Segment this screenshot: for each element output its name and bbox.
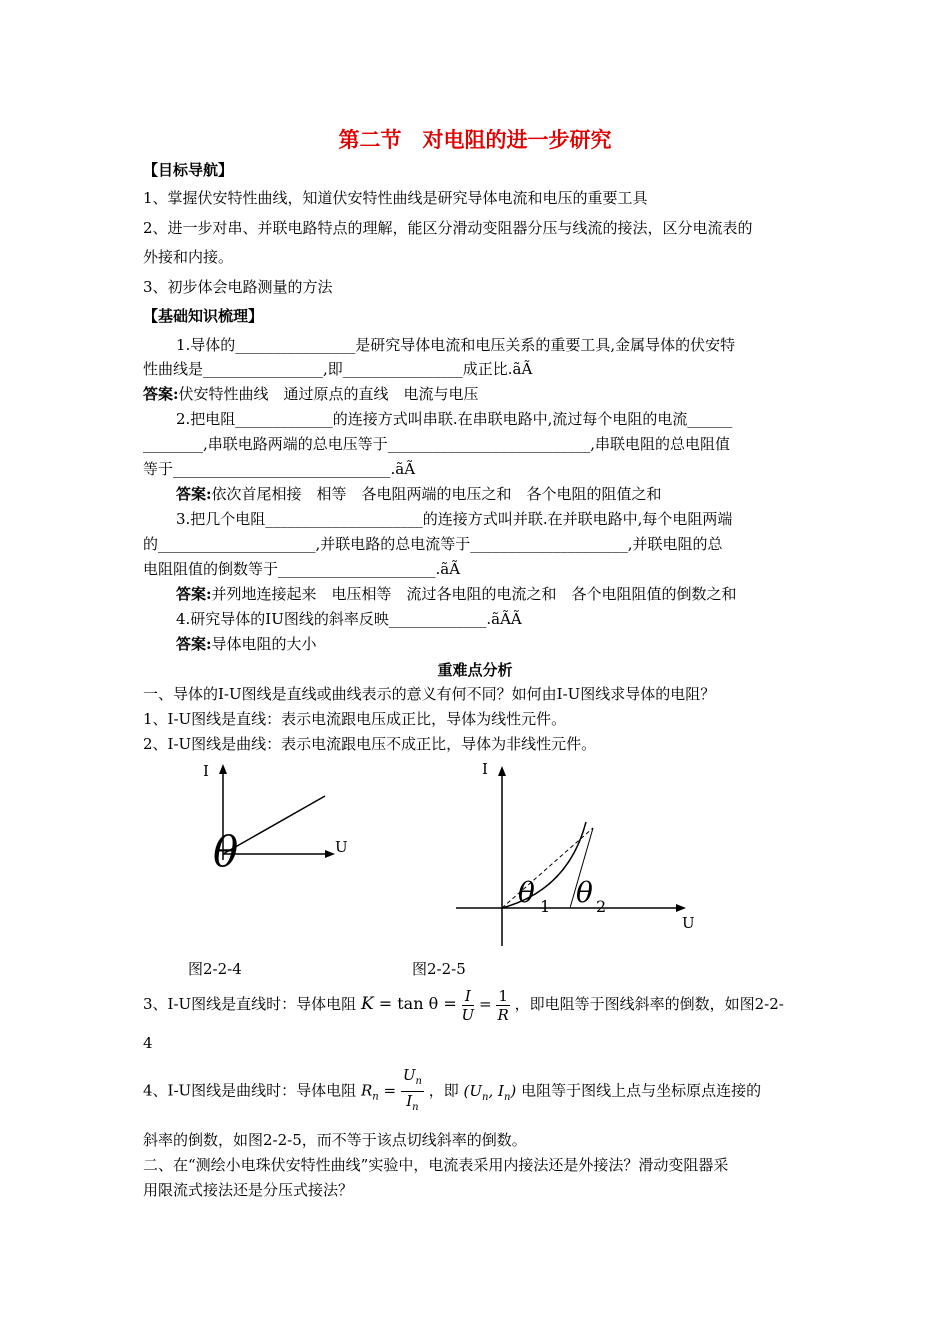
question-2-line-1: 2.把电阻_____________的连接方式叫串联.在串联电路中,流过每个电阻的电流______	[176, 410, 733, 428]
analysis-line-4-tail: 4	[143, 1034, 153, 1052]
question-3-line-1: 3.把几个电阻_____________________的连接方式叫并联.在并联电路中,每个电阻两端	[176, 510, 733, 528]
symbol-k: K	[360, 994, 374, 1014]
fraction-un-over-in	[401, 1066, 424, 1117]
question-2-line-2: ________,串联电路两端的总电压等于___________________________,串联电阻的总电阻值	[143, 435, 731, 453]
goal-line-2-cont: 外接和内接。	[143, 248, 234, 266]
analysis-line-6: 斜率的倒数，如图2-2-5，而不等于该点切线斜率的倒数。	[143, 1131, 527, 1149]
line-4-prefix: 3、I-U图线是直线时：导体电阻	[143, 995, 357, 1013]
denominator-subscript: n	[412, 1102, 419, 1113]
figure-2-2-4	[195, 760, 365, 880]
question-1-line-2: 性曲线是________________,即________________成正比.ãÃ	[143, 360, 533, 378]
analysis-line-4	[143, 984, 784, 1024]
analysis-line-1: 一、导体的I-U图线是直线或曲线表示的意义有何不同？如何由I-U图线求导体的电阻？	[143, 685, 716, 703]
analysis-line-2: 1、I-U图线是直线：表示电流跟电压成正比，导体为线性元件。	[143, 710, 567, 728]
u-axis-arrow	[676, 904, 686, 912]
i-axis-arrow	[498, 766, 506, 776]
answer-1-text: 伏安特性曲线 通过原点的直线 电流与电压	[178, 385, 479, 403]
axis-u-label: U	[682, 914, 695, 932]
angle-theta-1-label: θ	[518, 876, 535, 909]
question-3-line-2: 的_____________________,并联电路的总电流等于_____________________,并联电阻的总	[143, 535, 723, 553]
section-heading-basics: 【基础知识梳理】	[143, 307, 264, 325]
page-title: 第二节 对电阻的进一步研究	[338, 127, 612, 152]
point-close: )	[510, 1081, 517, 1100]
goal-line-2: 2、进一步对串、并联电路特点的理解，能区分滑动变阻器分压与线流的接法，区分电流表的	[143, 219, 753, 237]
angle-theta-2-label: θ	[576, 876, 593, 909]
question-3-line-3: 电阻阻值的倒数等于_____________________.ãÃ	[143, 560, 461, 578]
answer-3	[176, 584, 737, 604]
question-4: 4.研究导体的IU图线的斜率反映_____________.ãÃÃ	[176, 610, 522, 628]
answer-4-text: 导体电阻的大小	[211, 635, 317, 653]
fraction-numerator	[401, 1066, 424, 1092]
line-5-suffix: 电阻等于图线上点与坐标原点连接的	[521, 1081, 762, 1100]
point-sub-2: n	[503, 1091, 511, 1103]
analysis-line-7: 二、在“测绘小电珠伏安特性曲线”实验中，电流表采用内接法还是外接法？滑动变阻器采	[143, 1156, 729, 1174]
answer-4	[176, 634, 317, 654]
question-1-line-1: 1.导体的________________是研究导体电流和电压关系的重要工具,金属导体的伏安特	[176, 336, 736, 354]
fraction-1-over-r	[496, 987, 510, 1024]
answer-label: 答案:	[143, 385, 179, 403]
axis-i-label: I	[482, 760, 488, 778]
line-5-mid: ，即	[428, 1081, 459, 1100]
u-axis-arrow	[325, 850, 335, 858]
answer-2-text: 依次首尾相接 相等 各电阻两端的电压之和 各个电阻的阻值之和	[211, 485, 662, 503]
section-heading-goals: 【目标导航】	[143, 161, 234, 179]
axis-i-label: I	[203, 762, 209, 780]
answer-label: 答案:	[176, 635, 212, 653]
answer-3-text: 并列地连接起来 电压相等 流过各电阻的电流之和 各个电阻阻值的倒数之和	[211, 585, 737, 603]
figure-2-2-5	[448, 760, 698, 950]
fraction-numerator: I	[462, 987, 475, 1006]
answer-1	[143, 384, 479, 404]
fraction-denominator: R	[497, 1005, 509, 1024]
angle-theta-2-subscript: 2	[596, 897, 607, 916]
analysis-line-8: 用限流式接法还是分压式接法？	[143, 1181, 354, 1199]
equals-tan-theta: = tan θ =	[373, 994, 457, 1013]
goal-line-1: 1、掌握伏安特性曲线，知道伏安特性曲线是研究导体电流和电压的重要工具	[143, 189, 648, 207]
fraction-denominator	[401, 1092, 424, 1117]
numerator-subscript: n	[415, 1076, 422, 1087]
line-5-prefix: 4、I-U图线是曲线时：导体电阻	[143, 1081, 357, 1100]
i-axis-arrow	[219, 764, 227, 774]
section-heading-analysis: 重难点分析	[437, 661, 513, 679]
goal-line-3: 3、初步体会电路测量的方法	[143, 278, 333, 296]
equals-sign: =	[478, 995, 492, 1013]
fraction-numerator: 1	[498, 986, 508, 1005]
answer-2	[176, 484, 662, 504]
fraction-i-over-u	[462, 987, 475, 1024]
analysis-line-5	[143, 1066, 762, 1113]
line-4-suffix: ，即电阻等于图线斜率的倒数，如图2-2-	[514, 995, 784, 1013]
analysis-line-3: 2、I-U图线是曲线：表示电流跟电压不成正比，导体为非线性元件。	[143, 735, 597, 753]
symbol-r: R	[360, 1081, 373, 1100]
figure-2-2-5-caption: 图2-2-5	[412, 960, 466, 978]
axis-u-label: U	[335, 838, 348, 856]
fraction-denominator: U	[461, 1005, 475, 1024]
angle-theta-label: θ	[213, 827, 239, 876]
point-open: (U	[463, 1081, 483, 1100]
answer-label: 答案:	[176, 585, 212, 603]
figure-2-2-4-caption: 图2-2-4	[188, 960, 242, 978]
equals-sign: =	[383, 1081, 397, 1100]
question-2-line-3: 等于_____________________________.ãÃ	[143, 460, 416, 478]
answer-label: 答案:	[176, 485, 212, 503]
angle-theta-1-subscript: 1	[540, 897, 551, 916]
linear-iu-line	[223, 796, 325, 854]
denominator-symbol: I	[406, 1092, 413, 1110]
symbol-r-subscript: n	[372, 1091, 379, 1103]
point-sub-1: n	[482, 1091, 489, 1103]
point-coordinate	[463, 1081, 517, 1103]
numerator-symbol: U	[402, 1066, 416, 1084]
point-mid: , I	[488, 1081, 504, 1100]
